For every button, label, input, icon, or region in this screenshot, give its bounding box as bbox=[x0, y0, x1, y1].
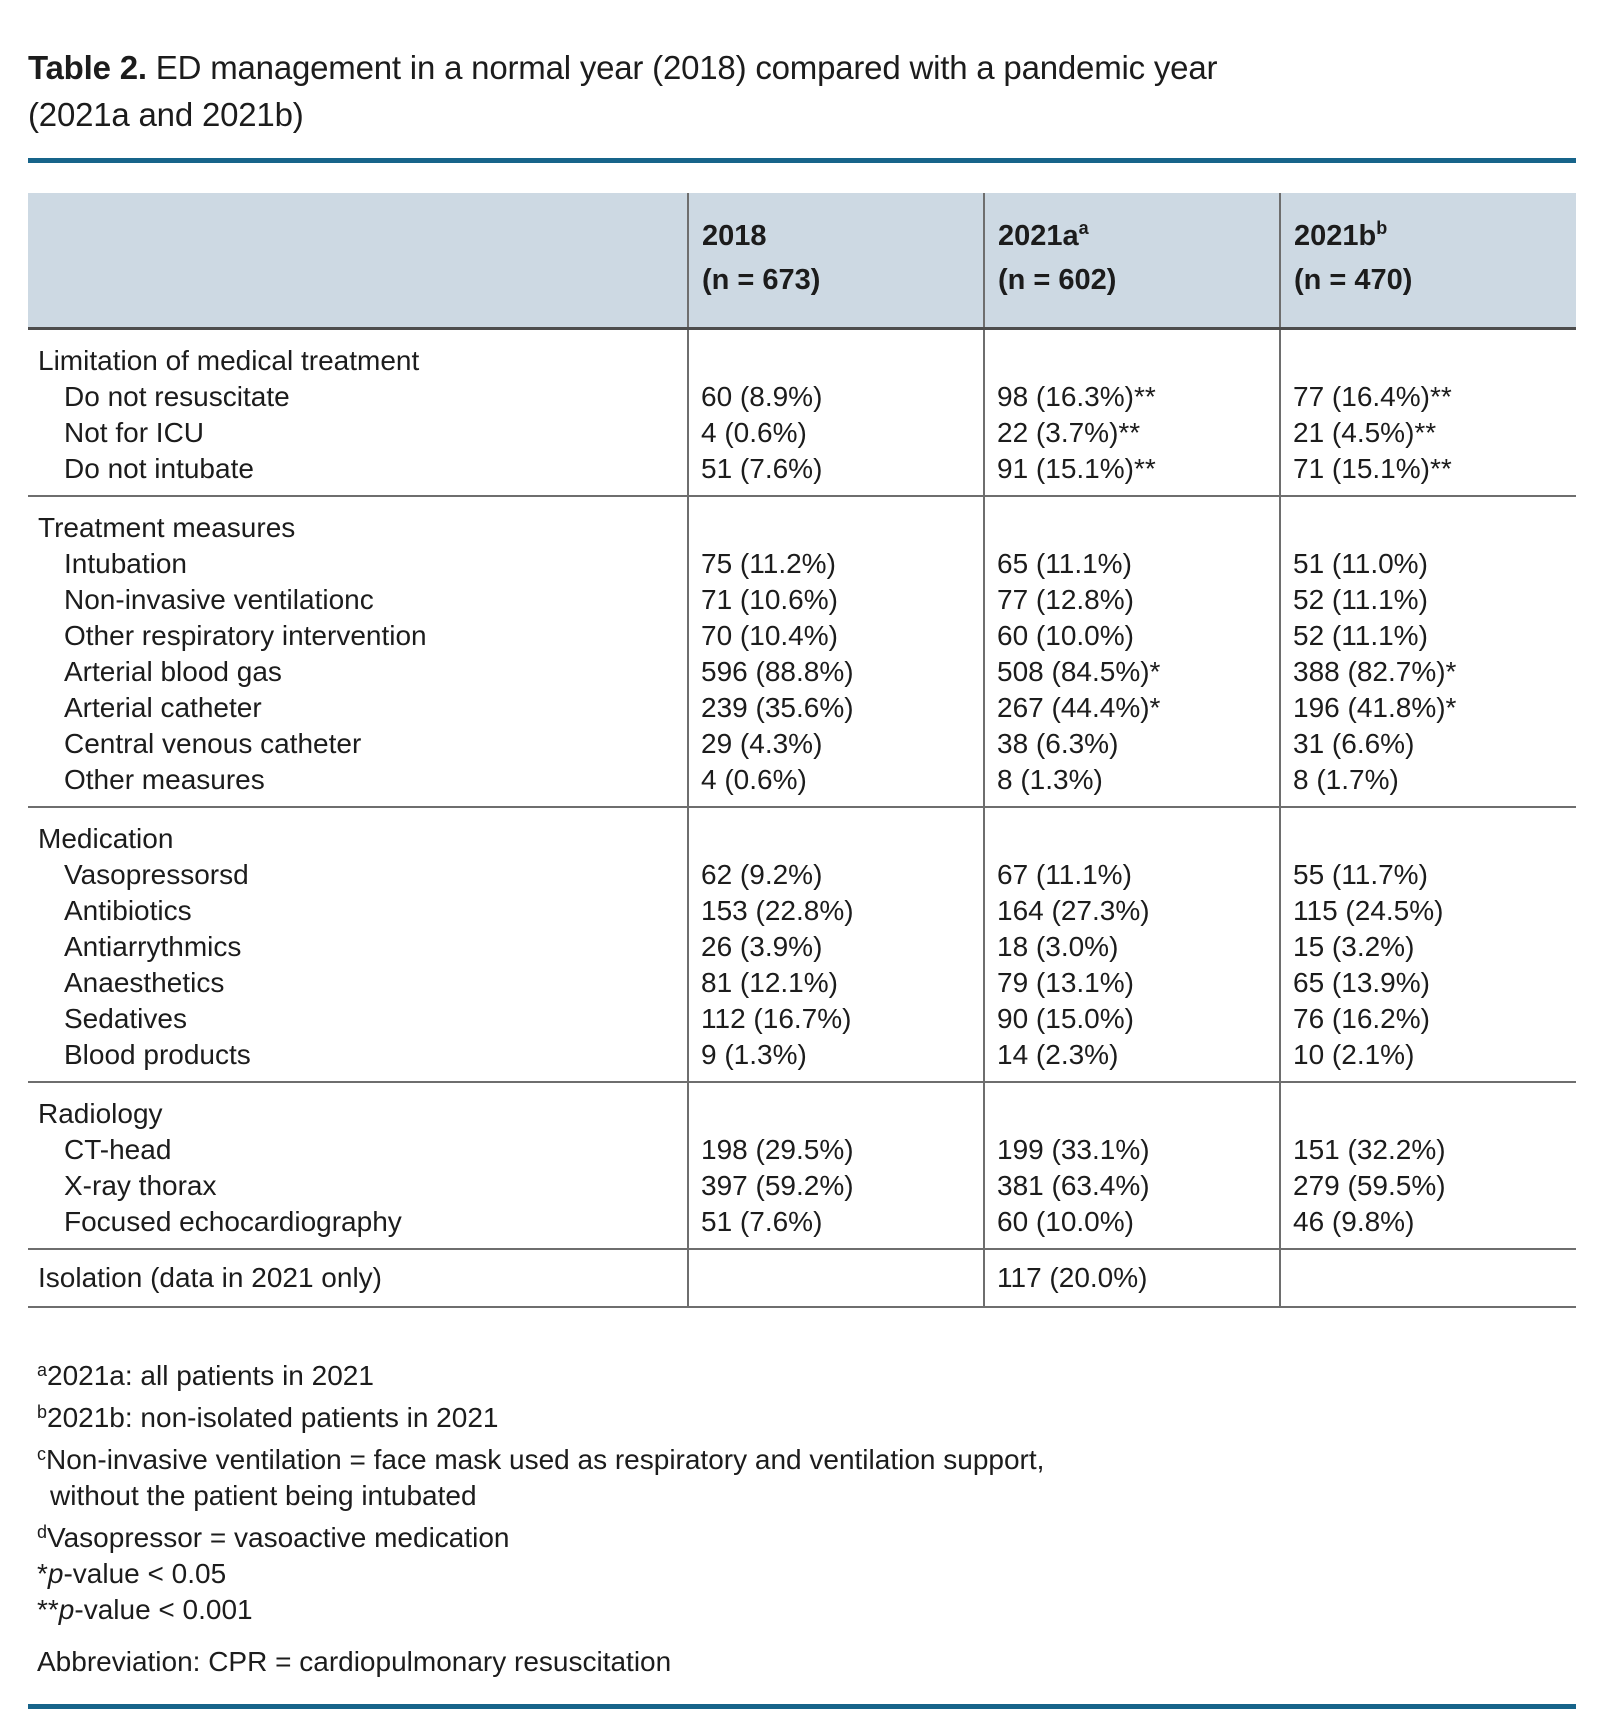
cell-2021b: 55 (11.7%) bbox=[1280, 857, 1576, 893]
section-cell-2021b bbox=[1280, 1249, 1576, 1307]
p-symbol: p bbox=[58, 1593, 75, 1625]
cell-2021a: 79 (13.1%) bbox=[984, 965, 1280, 1001]
section-cell-2021a bbox=[984, 328, 1280, 379]
table-row bbox=[28, 546, 1576, 582]
cell-2018: 112 (16.7%) bbox=[688, 1001, 984, 1037]
row-label: Do not resuscitate bbox=[64, 380, 290, 412]
table-header-row bbox=[28, 193, 1576, 328]
cell-2021a: 60 (10.0%) bbox=[984, 1204, 1280, 1249]
cell-2018: 153 (22.8%) bbox=[688, 893, 984, 929]
table-row bbox=[28, 965, 1576, 1001]
footnote-b: $^b$2021b: non-isolated patients in 2021 bbox=[37, 1401, 499, 1433]
section-header-row bbox=[28, 807, 1576, 857]
section-header-label: Medication bbox=[28, 807, 688, 857]
cell-2021b: 15 (3.2%) bbox=[1280, 929, 1576, 965]
section-cell-2021a bbox=[984, 496, 1280, 546]
p-symbol: p bbox=[47, 1557, 64, 1589]
table-section bbox=[28, 1082, 1576, 1249]
header-cell-2018 bbox=[688, 193, 984, 328]
section-cell-2021a bbox=[984, 807, 1280, 857]
cell-2021a: 14 (2.3%) bbox=[984, 1037, 1280, 1082]
section-cell-2018 bbox=[688, 807, 984, 857]
cell-2021a: 22 (3.7%)** bbox=[984, 415, 1280, 451]
table-section bbox=[28, 1249, 1576, 1307]
table-head bbox=[28, 193, 1576, 328]
row-label: Non-invasive ventilationc bbox=[64, 583, 374, 615]
row-label: Other respiratory intervention bbox=[64, 619, 427, 651]
row-label: Sedatives bbox=[64, 1002, 187, 1034]
row-label: Anaesthetics bbox=[64, 966, 225, 998]
table-row bbox=[28, 857, 1576, 893]
table-section bbox=[28, 328, 1576, 496]
section-header-row bbox=[28, 328, 1576, 379]
row-label: Arterial catheter bbox=[64, 691, 262, 723]
cell-2021b: 279 (59.5%) bbox=[1280, 1168, 1576, 1204]
table-row bbox=[28, 654, 1576, 690]
cell-2018: 29 (4.3%) bbox=[688, 726, 984, 762]
footnote-d: $^d$Vasopressor = vasoactive medication bbox=[37, 1521, 510, 1553]
cell-2021a: 77 (12.8%) bbox=[984, 582, 1280, 618]
table-row bbox=[28, 893, 1576, 929]
cell-2021a: 90 (15.0%) bbox=[984, 1001, 1280, 1037]
table-caption-line1 bbox=[28, 44, 1576, 91]
cell-2021b: 71 (15.1%)** bbox=[1280, 451, 1576, 496]
row-label: Blood products bbox=[64, 1038, 251, 1070]
table-row bbox=[28, 1037, 1576, 1082]
data-table bbox=[28, 193, 1576, 1308]
cell-2021a: 381 (63.4%) bbox=[984, 1168, 1280, 1204]
table-row bbox=[28, 762, 1576, 807]
row-label: Arterial blood gas bbox=[64, 655, 282, 687]
significance-stars: ** bbox=[37, 1593, 59, 1625]
row-label: Do not intubate bbox=[64, 452, 254, 484]
cell-2018: 198 (29.5%) bbox=[688, 1132, 984, 1168]
section-cell-2021b bbox=[1280, 807, 1576, 857]
table-section bbox=[28, 807, 1576, 1082]
accent-rule-top bbox=[28, 158, 1576, 163]
cell-2021a: 65 (11.1%) bbox=[984, 546, 1280, 582]
cell-2018: 81 (12.1%) bbox=[688, 965, 984, 1001]
cell-2021b: 388 (82.7%)* bbox=[1280, 654, 1576, 690]
header-footnote-mark: b bbox=[1376, 218, 1388, 238]
row-label: X-ray thorax bbox=[64, 1169, 217, 1201]
section-header-label: Limitation of medical treatment bbox=[38, 344, 420, 376]
section-header-label: Isolation (data in 2021 only) bbox=[28, 1249, 688, 1307]
section-cell-2018 bbox=[688, 1249, 984, 1307]
table-row bbox=[28, 1001, 1576, 1037]
cell-2021b: 46 (9.8%) bbox=[1280, 1204, 1576, 1249]
header-n: (n = 602) bbox=[998, 264, 1117, 296]
cell-2021b: 51 (11.0%) bbox=[1280, 546, 1576, 582]
section-cell-2021b bbox=[1280, 1082, 1576, 1132]
table-row bbox=[28, 451, 1576, 496]
table-caption bbox=[28, 44, 1576, 138]
row-label: Not for ICU bbox=[64, 416, 205, 448]
table-row bbox=[28, 618, 1576, 654]
footnote-c: $^c$Non-invasive ventilation = face mask used as respiratory and ventilation support, without the patient being intubated bbox=[37, 1436, 1576, 1514]
cell-2021a: 18 (3.0%) bbox=[984, 929, 1280, 965]
cell-2021a: 38 (6.3%) bbox=[984, 726, 1280, 762]
cell-2021b: 76 (16.2%) bbox=[1280, 1001, 1576, 1037]
row-label: Other measures bbox=[64, 763, 265, 795]
cell-2018: 71 (10.6%) bbox=[688, 582, 984, 618]
cell-2018: 239 (35.6%) bbox=[688, 690, 984, 726]
table-caption-line2: (2021a and 2021b) bbox=[28, 96, 304, 133]
section-cell-2018 bbox=[688, 496, 984, 546]
header-cell-2021b bbox=[1280, 193, 1576, 328]
header-year: $2021b^b$ bbox=[1294, 218, 1388, 252]
footnote-c-continuation: without the patient being intubated bbox=[50, 1479, 477, 1511]
section-header-row bbox=[28, 496, 1576, 546]
cell-2021a: 508 (84.5%)* bbox=[984, 654, 1280, 690]
cell-2018: 9 (1.3%) bbox=[688, 1037, 984, 1082]
section-cell-2021b bbox=[1280, 328, 1576, 379]
section-cell-2018 bbox=[688, 328, 984, 379]
table-row bbox=[28, 726, 1576, 762]
section-cell-2021a bbox=[984, 1082, 1280, 1132]
cell-2018: 26 (3.9%) bbox=[688, 929, 984, 965]
cell-2018: 397 (59.2%) bbox=[688, 1168, 984, 1204]
header-footnote-mark: a bbox=[1078, 218, 1089, 238]
cell-2021a: 91 (15.1%)** bbox=[984, 451, 1280, 496]
table-row bbox=[28, 582, 1576, 618]
cell-2018: 4 (0.6%) bbox=[688, 762, 984, 807]
cell-2018: 75 (11.2%) bbox=[688, 546, 984, 582]
table-row bbox=[28, 1204, 1576, 1249]
header-cell-2021a bbox=[984, 193, 1280, 328]
section-header-row bbox=[28, 1249, 1576, 1307]
cell-2018: 596 (88.8%) bbox=[688, 654, 984, 690]
table-row bbox=[28, 929, 1576, 965]
cell-2021b: 151 (32.2%) bbox=[1280, 1132, 1576, 1168]
cell-2018: 70 (10.4%) bbox=[688, 618, 984, 654]
table-row bbox=[28, 1168, 1576, 1204]
footnotes bbox=[28, 1352, 1576, 1628]
row-label: Antiarrythmics bbox=[64, 930, 242, 962]
header-n: (n = 470) bbox=[1294, 264, 1413, 296]
row-label: Focused echocardiography bbox=[64, 1205, 402, 1237]
cell-2021b: 52 (11.1%) bbox=[1280, 582, 1576, 618]
footnote-pvalue-001: **p-value < 0.001 bbox=[37, 1593, 253, 1625]
cell-2021b: 77 (16.4%)** bbox=[1280, 379, 1576, 415]
header-year: 2018 bbox=[702, 220, 767, 252]
significance-stars: * bbox=[37, 1557, 48, 1589]
cell-2021a: 267 (44.4%)* bbox=[984, 690, 1280, 726]
accent-rule-bottom bbox=[28, 1704, 1576, 1709]
cell-2018: 51 (7.6%) bbox=[688, 451, 984, 496]
footnote-a: $^a$2021a: all patients in 2021 bbox=[37, 1359, 374, 1391]
row-label: Vasopressorsd bbox=[64, 858, 249, 890]
cell-2021b: 196 (41.8%)* bbox=[1280, 690, 1576, 726]
footnote-mark: d bbox=[37, 1521, 48, 1542]
table-number: Table 2. bbox=[28, 49, 147, 86]
cell-2018: 4 (0.6%) bbox=[688, 415, 984, 451]
cell-2021b: 8 (1.7%) bbox=[1280, 762, 1576, 807]
abbreviation-note: Abbreviation: CPR = cardiopulmonary resuscitation bbox=[37, 1645, 672, 1677]
section-header-label: Treatment measures bbox=[28, 496, 688, 546]
row-label: Central venous catheter bbox=[64, 727, 362, 759]
cell-2018: 62 (9.2%) bbox=[688, 857, 984, 893]
table-section bbox=[28, 496, 1576, 807]
row-label: CT-head bbox=[64, 1133, 172, 1165]
section-cell-2021a: 117 (20.0%) bbox=[984, 1249, 1280, 1307]
table-row bbox=[28, 415, 1576, 451]
section-header-row bbox=[28, 1082, 1576, 1132]
section-cell-2021b bbox=[1280, 496, 1576, 546]
cell-2018: 60 (8.9%) bbox=[688, 379, 984, 415]
cell-2021a: 98 (16.3%)** bbox=[984, 379, 1280, 415]
cell-2021b: 31 (6.6%) bbox=[1280, 726, 1576, 762]
table-row bbox=[28, 690, 1576, 726]
cell-2021a: 67 (11.1%) bbox=[984, 857, 1280, 893]
cell-2021a: 199 (33.1%) bbox=[984, 1132, 1280, 1168]
table-row bbox=[28, 379, 1576, 415]
cell-2021a: 8 (1.3%) bbox=[984, 762, 1280, 807]
cell-2021a: 164 (27.3%) bbox=[984, 893, 1280, 929]
cell-2021b: 21 (4.5%)** bbox=[1280, 415, 1576, 451]
footnote-mark: c bbox=[37, 1443, 46, 1464]
cell-2021b: 52 (11.1%) bbox=[1280, 618, 1576, 654]
footnote-mark: b bbox=[37, 1401, 48, 1422]
cell-2018: 51 (7.6%) bbox=[688, 1204, 984, 1249]
table-row bbox=[28, 1132, 1576, 1168]
row-label: Intubation bbox=[64, 547, 187, 579]
header-year: $2021a^a$ bbox=[998, 218, 1089, 252]
cell-2021b: 10 (2.1%) bbox=[1280, 1037, 1576, 1082]
header-cell-empty bbox=[28, 193, 688, 328]
cell-2021b: 115 (24.5%) bbox=[1280, 893, 1576, 929]
section-header-label: Radiology bbox=[28, 1082, 688, 1132]
cell-2021b: 65 (13.9%) bbox=[1280, 965, 1576, 1001]
footnote-pvalue-05: *p-value < 0.05 bbox=[37, 1557, 227, 1589]
cell-2021a: 60 (10.0%) bbox=[984, 618, 1280, 654]
row-label: Antibiotics bbox=[64, 894, 192, 926]
header-n: (n = 673) bbox=[702, 264, 821, 296]
footnote-mark: a bbox=[37, 1359, 48, 1380]
table-caption-text: ED management in a normal year (2018) compared with a pandemic year bbox=[146, 49, 1218, 86]
section-cell-2018 bbox=[688, 1082, 984, 1132]
